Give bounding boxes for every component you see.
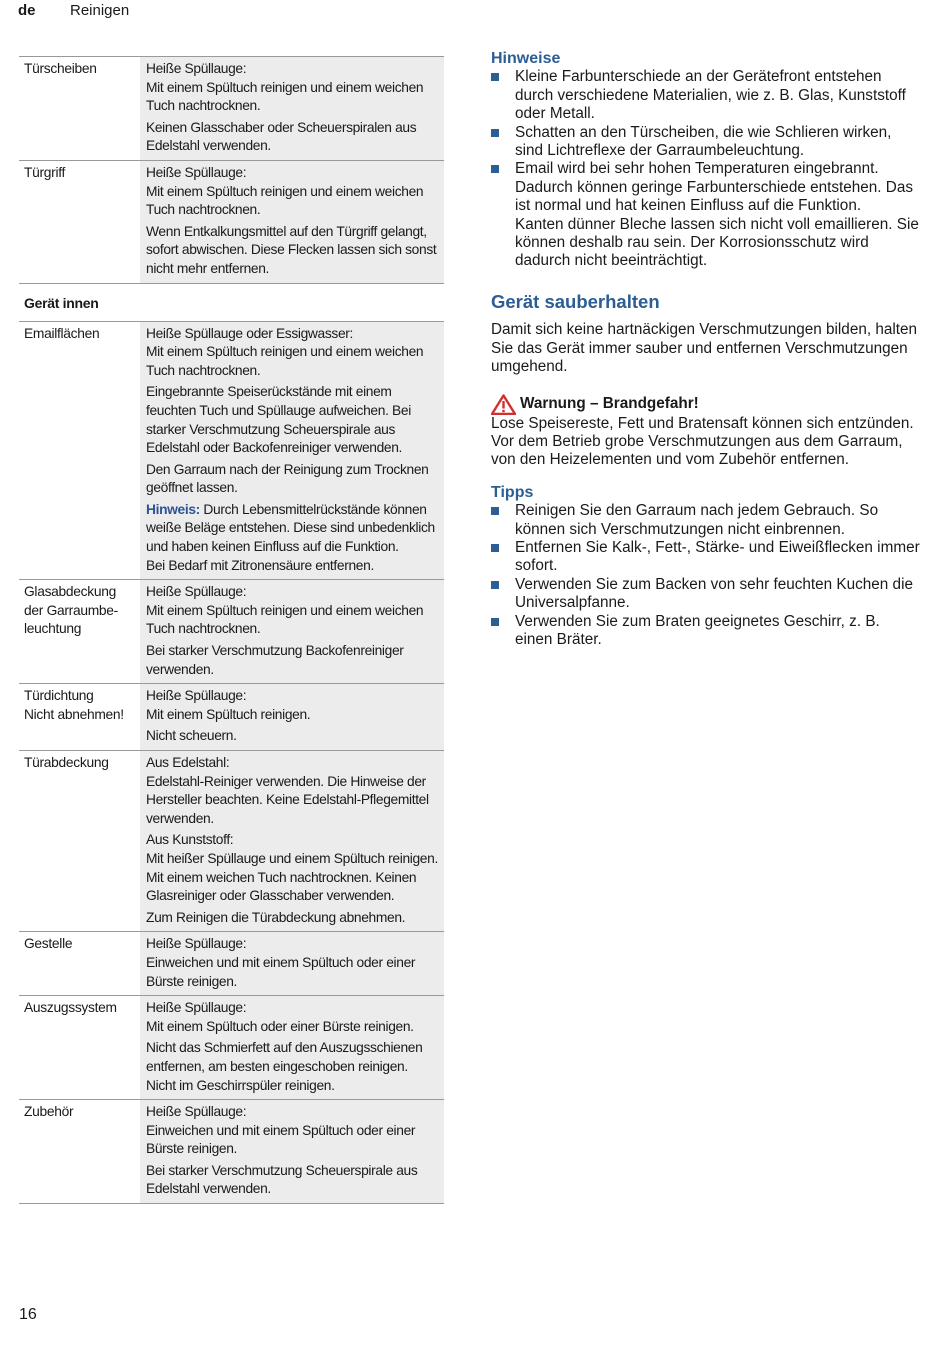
- table-row: [19, 995, 444, 1099]
- hint-text: Bei Bedarf mit Zitronensäure entfernen.: [146, 557, 374, 573]
- description-line: Heiße Spüllauge:: [146, 1000, 247, 1016]
- chapter-title: Reinigen: [70, 1, 130, 19]
- warning-triangle-icon: [491, 394, 516, 415]
- description-line: Mit einem Spültuch reinigen und einem weichen Tuch nachtrocknen.: [146, 344, 424, 378]
- row-label: [19, 932, 140, 995]
- description-paragraph: [146, 461, 440, 498]
- list-item: [491, 124, 921, 161]
- row-label-line: Türdichtung: [24, 688, 94, 704]
- warning-text: Lose Speisereste, Fett und Bratensaft können sich entzünden. Vor dem Betrieb grobe Verschmutzungen aus dem Garraum, von den Heizelementen und vom Zubehör entfernen.: [491, 414, 914, 469]
- row-label: [19, 751, 140, 931]
- description-paragraph: [146, 935, 440, 991]
- row-label-line: Zubehör: [24, 1104, 74, 1120]
- description-paragraph: [146, 1103, 440, 1159]
- table-row: [19, 56, 444, 160]
- description-line: Edelstahl-Reiniger verwenden. Die Hinweise der Hersteller beachten. Keine Edelstahl-Pflegemittel verwenden.: [146, 773, 429, 826]
- table-row: [19, 1099, 444, 1204]
- row-description: [140, 322, 444, 580]
- tip-text: Verwenden Sie zum Backen von sehr feuchten Kuchen die Universalpfanne.: [515, 575, 913, 612]
- description-paragraph: [146, 1162, 440, 1199]
- description-line: Einweichen und mit einem Spültuch oder einer Bürste reinigen.: [146, 954, 416, 989]
- description-line: Mit einem Spültuch reinigen.: [146, 706, 311, 722]
- description-line: Heiße Spüllauge:: [146, 584, 247, 600]
- row-label: [19, 996, 140, 1099]
- tips-list: [491, 502, 921, 649]
- page-number: 16: [19, 1306, 37, 1323]
- list-item: [491, 539, 921, 576]
- row-label: [19, 322, 140, 580]
- bullet-square-icon: [491, 129, 499, 137]
- warning-title: Warnung – Brandgefahr!: [520, 394, 699, 412]
- row-label: [19, 161, 140, 283]
- section-heading: Gerät sauberhalten: [491, 290, 660, 312]
- description-line: Heiße Spüllauge:: [146, 936, 247, 952]
- description-paragraph: [146, 1039, 440, 1095]
- row-description: [140, 684, 444, 750]
- notes-list: [491, 68, 921, 270]
- row-label-line: Glasabdeckung: [24, 584, 116, 600]
- notes-heading: Hinweise: [491, 50, 561, 67]
- description-paragraph: [146, 999, 440, 1036]
- description-paragraph: [146, 909, 440, 928]
- description-line: Einweichen und mit einem Spültuch oder einer Bürste reinigen.: [146, 1122, 416, 1157]
- bullet-square-icon: [491, 507, 499, 515]
- description-paragraph: [146, 383, 440, 457]
- description-line: Aus Edelstahl:: [146, 755, 230, 770]
- warning-heading: [491, 394, 921, 415]
- table-row: [19, 931, 444, 995]
- table-row: [19, 321, 444, 580]
- hint-paragraph: [146, 501, 440, 575]
- table-row: [19, 683, 444, 750]
- row-label-line: Gestelle: [24, 936, 73, 952]
- description-line: Zum Reinigen die Türabdeckung abnehmen.: [146, 909, 406, 925]
- description-line: Heiße Spüllauge:: [146, 1104, 247, 1120]
- row-description: [140, 932, 444, 995]
- tip-text: Reinigen Sie den Garraum nach jedem Gebrauch. So können sich Verschmutzungen nicht einbrennen.: [515, 502, 879, 538]
- description-line: Mit einem Spültuch reinigen und einem weichen Tuch nachtrocknen.: [146, 79, 424, 114]
- description-paragraph: [146, 727, 440, 746]
- row-description: [140, 751, 444, 931]
- tips-heading: Tipps: [491, 483, 534, 501]
- description-line: Nicht scheuern.: [146, 728, 237, 744]
- description-line: Den Garraum nach der Reinigung zum Trocknen geöffnet lassen.: [146, 461, 429, 496]
- bullet-square-icon: [491, 581, 499, 589]
- description-line: Eingebrannte Speiserückstände mit einem feuchten Tuch und Spüllauge aufweichen. Bei starker Verschmutzung Scheuerspirale aus Edelstahl oder Backofenreiniger verwenden.: [146, 384, 411, 456]
- right-column: [491, 50, 921, 649]
- description-line: Wenn Entkalkungsmittel auf den Türgriff gelangt, sofort abwischen. Diese Flecken lassen sich sonst nicht mehr entfernen.: [146, 223, 437, 276]
- bullet-square-icon: [491, 618, 499, 626]
- row-label-line: der Garraumbe-: [24, 602, 118, 618]
- table-row: [19, 750, 444, 931]
- description-line: Mit einem Spültuch reinigen und einem weichen Tuch nachtrocknen.: [146, 183, 424, 218]
- description-line: Heiße Spüllauge oder Essigwasser:: [146, 325, 354, 341]
- row-label-line: leuchtung: [24, 621, 82, 637]
- list-item: [491, 502, 921, 539]
- table-row: [19, 160, 444, 283]
- row-description: [140, 580, 444, 683]
- description-line: Bei starker Verschmutzung Scheuerspirale aus Edelstahl verwenden.: [146, 1162, 418, 1197]
- row-label-line: Emailflächen: [24, 325, 100, 341]
- description-paragraph: [146, 119, 440, 156]
- list-item: [491, 160, 921, 270]
- description-paragraph: [146, 60, 440, 116]
- description-paragraph: [146, 642, 440, 679]
- description-paragraph: [146, 164, 440, 220]
- description-paragraph: [146, 754, 440, 828]
- row-description: [140, 161, 444, 283]
- row-description: [140, 996, 444, 1099]
- description-line: Heiße Spüllauge:: [146, 688, 247, 704]
- bullet-square-icon: [491, 73, 499, 81]
- description-line: Bei starker Verschmutzung Backofenreiniger verwenden.: [146, 643, 404, 677]
- description-paragraph: [146, 831, 440, 905]
- note-text: Schatten an den Türscheiben, die wie Schlieren wirken, sind Lichtreflexe der Garraumbeleuchtung.: [515, 123, 892, 160]
- section-text: Damit sich keine hartnäckigen Verschmutzungen bilden, halten Sie das Gerät immer sauber und entfernen Verschmutzungen umgehend.: [491, 321, 918, 376]
- row-label-line: Türabdeckung: [24, 755, 109, 770]
- list-item: [491, 68, 921, 123]
- note-text: Email wird bei sehr hohen Temperaturen eingebrannt. Dadurch können geringe Farbunterschiede entstehen. Das ist normal und hat keinen Einfluss auf die Funktion.: [515, 160, 913, 215]
- tip-text: Entfernen Sie Kalk-, Fett-, Stärke- und Eiweißflecken immer sofort.: [515, 538, 920, 575]
- description-line: Heiße Spüllauge:: [146, 164, 247, 180]
- note-text: Kleine Farbunterschiede an der Gerätefront entstehen durch verschiedene Materialien, wie z. B. Glas, Kunststoff oder Metall.: [515, 68, 906, 123]
- list-item: [491, 576, 921, 613]
- hint-text: Durch Lebensmittelrückstände können weiße Beläge entstehen. Diese sind unbedenklich und haben keinen Einfluss auf die Funktion.: [146, 501, 435, 555]
- description-line: Nicht im Geschirrspüler reinigen.: [146, 1077, 335, 1093]
- bullet-square-icon: [491, 165, 499, 173]
- row-label-line: Türgriff: [24, 164, 66, 180]
- row-label-line: Auszugssystem: [24, 1000, 117, 1016]
- row-label: [19, 684, 140, 750]
- description-line: Heiße Spüllauge:: [146, 61, 247, 76]
- hint-label: Hinweis:: [146, 501, 200, 517]
- tip-text: Verwenden Sie zum Braten geeignetes Geschirr, z. B. einen Bräter.: [515, 612, 880, 648]
- language-code: de: [18, 1, 36, 19]
- row-label: [19, 57, 140, 160]
- description-line: Aus Kunststoff:: [146, 832, 234, 848]
- cleaning-table: [19, 56, 444, 1204]
- row-label-line: Nicht abnehmen!: [24, 706, 124, 722]
- row-label-line: Türscheiben: [24, 61, 97, 76]
- description-paragraph: [146, 583, 440, 639]
- description-line: Mit heißer Spüllauge und einem Spültuch reinigen. Mit einem weichen Tuch nachtrocknen. Keinen Glasreiniger oder Glasschaber verwenden.: [146, 850, 438, 904]
- bullet-square-icon: [491, 544, 499, 552]
- description-paragraph: [146, 687, 440, 724]
- page-header: [18, 0, 129, 20]
- description-paragraph: [146, 223, 440, 279]
- row-description: [140, 57, 444, 160]
- description-line: Keinen Glasschaber oder Scheuerspiralen aus Edelstahl verwenden.: [146, 119, 417, 154]
- description-line: Nicht das Schmierfett auf den Auszugsschienen entfernen, am besten eingeschoben reinigen.: [146, 1040, 423, 1074]
- row-description: [140, 1100, 444, 1203]
- row-label: [19, 1100, 140, 1203]
- list-item: [491, 613, 921, 650]
- row-label: [19, 580, 140, 683]
- description-paragraph: [146, 325, 440, 381]
- table-row: [19, 579, 444, 683]
- section-title-geraet-innen: Gerät innen: [19, 283, 444, 321]
- description-line: Mit einem Spültuch reinigen und einem weichen Tuch nachtrocknen.: [146, 602, 424, 637]
- note-text-extra: Kanten dünner Bleche lassen sich nicht voll emaillieren. Sie können deshalb rau sein. Der Korrosionsschutz wird dadurch nicht beeinträchtigt.: [515, 215, 919, 270]
- description-line: Mit einem Spültuch oder einer Bürste reinigen.: [146, 1018, 414, 1034]
